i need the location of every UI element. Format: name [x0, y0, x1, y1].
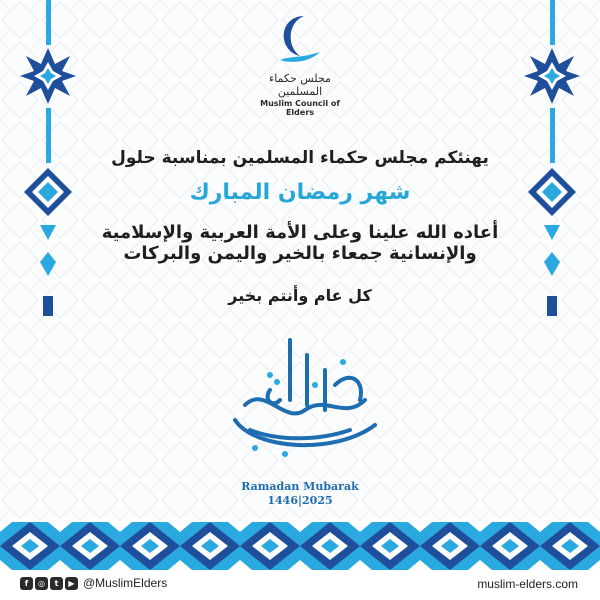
ramadan-calligraphy — [215, 330, 385, 470]
instagram-icon[interactable]: ◎ — [35, 577, 48, 590]
greeting-wish — [100, 222, 500, 264]
social-handle[interactable]: @MuslimElders — [83, 576, 168, 590]
greeting-line-4: والإنسانية جمعاء بالخير واليمن والبركات — [123, 243, 477, 264]
logo-english-name: Muslim Council of Elders — [260, 99, 340, 117]
right-ornament — [490, 0, 600, 330]
ramadan-years: 1446|2025 — [267, 494, 333, 507]
greeting-line-5: كل عام وأنتم بخير — [228, 286, 372, 305]
left-ornament — [0, 0, 110, 330]
ramadan-mubarak-title: Ramadan Mubarak — [241, 480, 359, 493]
greeting-line-1: يهنئكم مجلس حكماء المسلمين بمناسبة حلول — [111, 148, 489, 168]
youtube-icon[interactable]: ▶ — [65, 577, 78, 590]
bottom-pattern-band — [0, 522, 600, 570]
greeting-ramadan-title: شهر رمضان المبارك — [189, 180, 411, 205]
social-links — [20, 576, 167, 590]
logo-arabic-name: مجلس حكماء المسلمين — [269, 72, 331, 98]
ramadan-mubarak-caption — [200, 480, 400, 508]
footer — [0, 570, 600, 600]
facebook-icon[interactable]: f — [20, 577, 33, 590]
twitter-icon[interactable]: t — [50, 577, 63, 590]
website-link[interactable]: muslim-elders.com — [477, 577, 578, 591]
greeting-line-3: أعاده الله علينا وعلى الأمة العربية والإسلامية — [101, 222, 499, 243]
crescent-logo-icon — [278, 12, 322, 70]
council-logo — [250, 12, 350, 117]
